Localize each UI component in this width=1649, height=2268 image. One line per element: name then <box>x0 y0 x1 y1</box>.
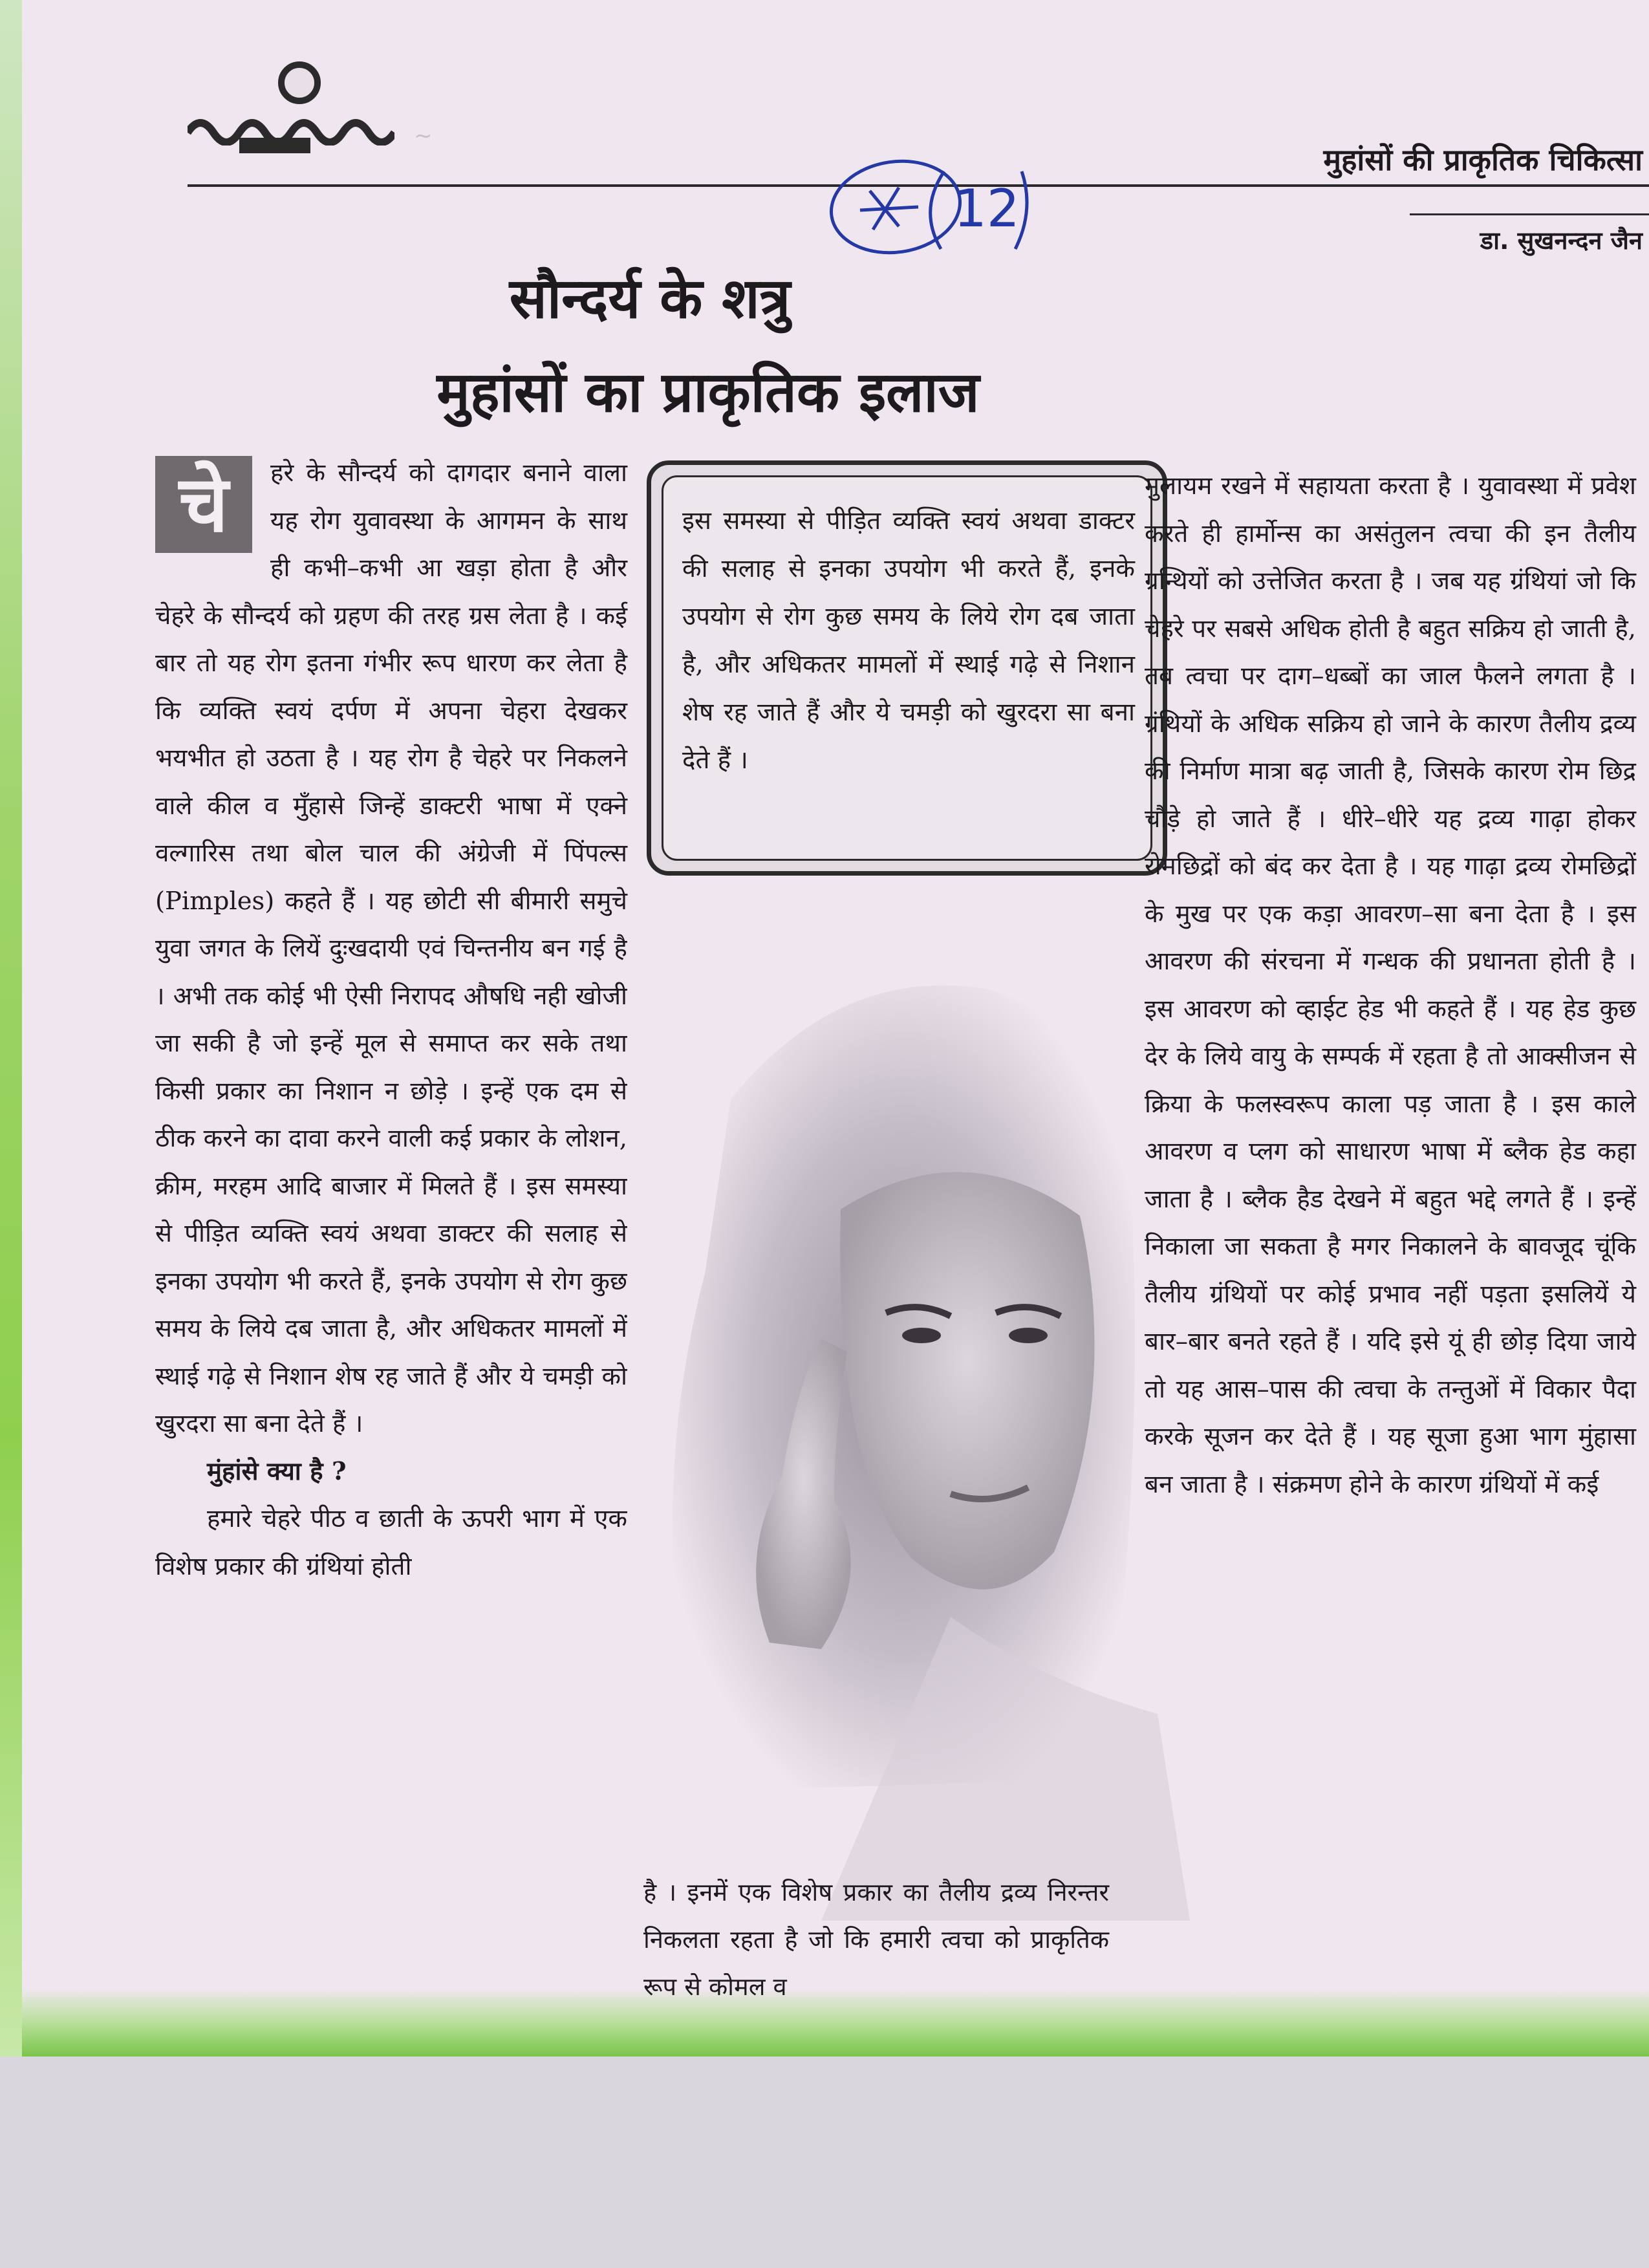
article-title-line2: मुहांसों का प्राकृतिक इलाज <box>436 360 980 425</box>
woman-touching-face-photo <box>627 938 1190 1921</box>
subheading: मुंहांसे क्या है ? <box>207 1456 347 1486</box>
logo-bar <box>239 138 310 153</box>
page-number-text: 12 <box>954 178 1020 239</box>
left-paragraph-2: हमारे चेहरे पीठ व छाती के ऊपरी भाग में एक विशेष प्रकार की ग्रंथियां होती <box>155 1504 627 1581</box>
article-title-line1: सौन्दर्य के शत्रु <box>509 266 791 331</box>
bleed-through-mark: ~ <box>414 123 433 149</box>
left-paragraph-1: हरे के सौन्दर्य को दागदार बनाने वाला यह रोग युवावस्था के आगमन के साथ ही कभी–कभी आ खड़ा होता है और चेहरे के सौन्दर्य को ग्रहण की तरह ग्रस लेता है । कई बार तो यह रोग इतना गंभीर रूप धारण कर लेता है कि व्यक्ति स्वयं दर्पण में अपना चेहरा देखकर भयभीत हो उठता है । यह रोग है चेहरे पर निकलने वाले कील व मुँहासे जिन्हें डाक्टरी भाषा में एक्ने वल्गारिस तथा बोल चाल की अंग्रेजी में पिंपल्स (Pimples) कहते हैं । यह छोटी सी बीमारी समुचे युवा जगत के लियें दुःखदायी एवं चिन्तनीय बन गई है । अभी तक कोई भी ऐसी निरापद औषधि नही खोजी जा सकी है जो इन्हें मूल से समाप्त कर सके तथा किसी प्रकार का निशान न छोड़े । इन्हें एक दम से ठीक करने का दावा करने वाली कई प्रकार के लोशन, क्रीम, मरहम आदि बाजार में मिलते हैं । इस समस्या से पीड़ित व्यक्ति स्वयं अथवा डाक्टर की सलाह से इनका उपयोग भी करते हैं, इनके उपयोग से रोग कुछ समय के लिये दब जाता है, और अधिकतर मामलों में स्थाई गढ़े से निशान शेष रह जाते हैं और ये चमड़ी को खुरदरा सा बना देते हैं । <box>155 459 627 1438</box>
pull-quote-box <box>647 460 1167 876</box>
sun-icon <box>278 61 321 104</box>
right-paragraph: मुलायम रखने में सहायता करता है । युवावस्था में प्रवेश करते ही हार्मोन्स का असंतुलन त्वचा की इन तैलीय ग्रन्थियों को उत्तेजित करता है । जब यह ग्रंथियां जो कि चेहरे पर सबसे अधिक होती है बहुत सक्रिय हो जाती है, तब त्वचा पर दाग–धब्बों का जाल फैलने लगता है । ग्रंथियों के अधिक सक्रिय हो जाने के कारण तैलीय द्रव्य की निर्माण मात्रा बढ़ जाती है, जिसके कारण रोम छिद्र चौड़े हो जाते हैं । धीरे–धीरे यह द्रव्य गाढ़ा होकर रोमछिद्रों को बंद कर देता है । यह गाढ़ा द्रव्य रोमछिद्रों के मुख पर एक कड़ा आवरण–सा बना देता है । इस आवरण की संरचना में गन्धक की प्रधानता होती है । इस आवरण को व्हाईट हेड भी कहते हैं । यह हेड कुछ देर के लिये वायु के सम्पर्क में रहता है तो आक्सीजन से क्रिया के फलस्वरूप काला पड़ जाता है । इस काले आवरण व प्लग को साधारण भाषा में ब्लैक हेड कहा जाता है । ब्लैक हैड देखने में बहुत भद्दे लगते हैं । इन्हें निकाला जा सकता है मगर निकालने के बावजूद चूंकि तैलीय ग्रंथियों पर कोई प्रभाव नहीं पड़ता इसलियें ये बार–बार बनते रहते हैं । यदि इसे यूं ही छोड़ दिया जाये तो यह आस–पास की त्वचा के तन्तुओं में विकार पैदा करके सूजन कर देते हैं । यह सूजा हुआ भाग मुंहासा बन जाता है । संक्रमण होने के कारण ग्रंथियों में कई <box>1145 471 1636 1499</box>
right-column <box>1145 462 1636 1508</box>
section-title: मुहांसों की प्राकृतिक चिकित्सा <box>1323 142 1643 177</box>
author-name: डा. सुखनन्दन जैन <box>1480 226 1643 255</box>
drop-cap: चे <box>155 456 252 553</box>
pull-quote-text: इस समस्या से पीड़ित व्यक्ति स्वयं अथवा डाक्टर की सलाह से इनका उपयोग भी करते हैं, इनके उपयोग से रोग कुछ समय के लिये रोग दब जाता है, और अधिकतर मामलों में स्थाई गढ़े से निशान शेष रह जाते हैं और ये चमड़ी को खुरदरा सा बना देते हैं । <box>682 506 1135 775</box>
handwritten-page-mark <box>821 152 1041 262</box>
middle-column: है । इनमें एक विशेष प्रकार का तैलीय द्रव्य निरन्तर निकलता रहता है जो कि हमारी त्वचा को प्राकृतिक रूप से कोमल व <box>643 1878 1109 2001</box>
author-rule <box>1410 213 1649 215</box>
magazine-logo <box>188 61 394 158</box>
left-column <box>155 449 627 1590</box>
